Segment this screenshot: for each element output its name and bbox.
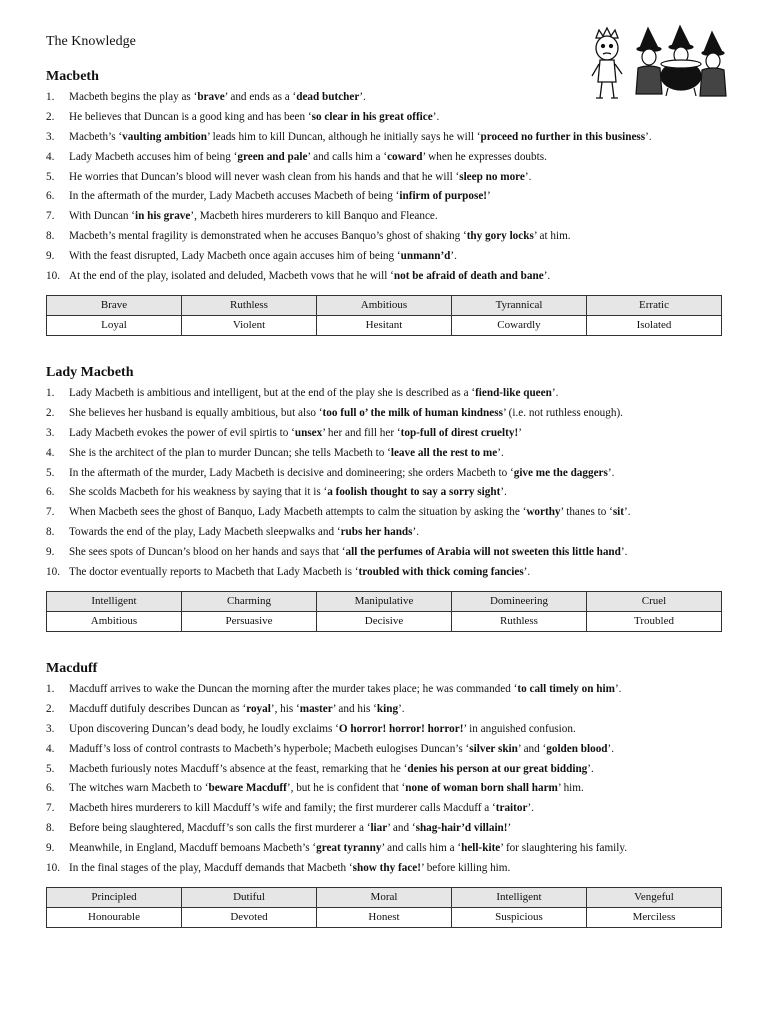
quotation: denies his person at our great bidding — [407, 762, 588, 775]
points-list — [46, 88, 722, 287]
text-run: Lady Macbeth is ambitious and intelligent, but at the end of the play she is described as a ‘ — [69, 387, 476, 399]
text-run: The witches warn Macbeth to ‘ — [69, 782, 209, 795]
text-run: ’. — [645, 130, 652, 143]
text-run: Macbeth’s ‘ — [69, 130, 123, 143]
quotation: so clear in his great office — [311, 110, 433, 123]
quotation: proceed no further in this business — [480, 130, 646, 143]
list-item — [46, 720, 722, 740]
item-number: 6. — [46, 190, 55, 203]
quotation: unsex — [294, 426, 323, 439]
adjective-cell: Violent — [182, 315, 317, 335]
quotation: in his grave — [135, 210, 191, 223]
list-item — [46, 404, 722, 424]
text-run: ’. — [607, 466, 615, 479]
item-number: 10. — [46, 862, 60, 875]
text-run: ‘ — [193, 91, 198, 103]
adjectives-table — [46, 295, 722, 336]
item-text — [69, 128, 652, 148]
table-row — [47, 887, 722, 907]
item-text — [69, 227, 571, 247]
text-run: ’. — [620, 546, 628, 559]
quotation: shag-hair’d villain! — [415, 822, 508, 835]
text-run: He worries that Duncan’s blood will never wash clean from his hands and that he will ‘ — [69, 170, 460, 183]
adjective-cell: Persuasive — [182, 611, 317, 631]
text-run: When Macbeth sees the ghost of Banquo, Lady Macbeth attempts to calm the situation by asking the ‘ — [69, 506, 527, 519]
text-run: In the aftermath of the murder, Lady Macbeth is decisive and domineering; she orders Macbeth to ‘ — [69, 466, 514, 479]
text-run: ’ before killing him. — [421, 862, 511, 875]
text-run: ’. — [359, 91, 366, 103]
list-item — [46, 424, 722, 444]
points-list — [46, 680, 722, 879]
text-run: Maduff’s loss of control contrasts to Macbeth’s hyperbole; Macbeth eulogises Duncan’s ‘ — [69, 742, 470, 755]
adjective-cell: Ambitious — [47, 611, 182, 631]
item-text — [69, 148, 547, 168]
adjective-cell: Brave — [47, 295, 182, 315]
item-text — [69, 168, 531, 188]
item-number: 2. — [46, 406, 55, 419]
text-run: In the final stages of the play, Macduff demands that Macbeth ‘ — [69, 862, 353, 875]
list-item — [46, 680, 722, 700]
list-item — [46, 168, 722, 188]
adjective-cell: Honourable — [47, 907, 182, 927]
list-item — [46, 267, 722, 287]
quotation: O horror! horror! horror! — [338, 722, 464, 735]
text-run: Macbeth furiously notes Macduff’s absence at the feast, remarking that he ‘ — [69, 762, 408, 775]
item-text — [69, 543, 627, 563]
item-text — [69, 563, 530, 583]
item-text — [69, 740, 614, 760]
item-text — [69, 720, 576, 740]
text-run: ’ (i.e. not ruthless enough). — [502, 406, 623, 419]
item-text — [69, 760, 594, 780]
text-run: ’. — [497, 446, 504, 459]
text-run: Before being slaughtered, Macduff’s son calls the first murderer a ‘ — [69, 822, 371, 835]
quotation: not be afraid of death and bane — [393, 270, 544, 283]
quotation: coward — [387, 150, 423, 163]
quotation: royal — [246, 702, 271, 715]
quotation: top-full of direst cruelty! — [400, 426, 519, 439]
text-run: ’. — [527, 802, 534, 815]
item-number: 7. — [46, 802, 55, 815]
text-run: Towards the end of the play, Lady Macbeth sleepwalks and ‘ — [69, 526, 341, 539]
quotation: hell-kite — [461, 842, 501, 855]
adjective-cell: Dutiful — [182, 887, 317, 907]
list-item — [46, 760, 722, 780]
adjective-cell: Troubled — [587, 611, 722, 631]
quotation: green and pale — [237, 150, 308, 163]
text-run: Macduff dutifuly describes Duncan as ‘ — [69, 702, 247, 715]
item-text — [69, 700, 405, 720]
item-number: 7. — [46, 210, 55, 223]
adjective-cell: Cowardly — [452, 315, 587, 335]
text-run: Macduff arrives to wake the Duncan the morning after the murder takes place; he was commanded ‘ — [69, 683, 518, 695]
adjective-cell: Principled — [47, 887, 182, 907]
item-text — [69, 819, 511, 839]
text-run: ’. — [543, 270, 551, 283]
text-run: Upon discovering Duncan’s dead body, he loudly exclaims ‘ — [69, 722, 339, 735]
adjectives-table — [46, 591, 722, 632]
item-text — [69, 187, 491, 207]
list-item — [46, 128, 722, 148]
list-item — [46, 563, 722, 583]
adjective-cell: Intelligent — [452, 887, 587, 907]
list-item — [46, 187, 722, 207]
item-text — [69, 859, 510, 879]
text-run: He believes that Duncan is a good king and has been ‘ — [69, 110, 312, 123]
item-text — [69, 523, 419, 543]
text-run: ’, his ‘ — [270, 702, 300, 715]
item-number: 6. — [46, 782, 55, 795]
adjective-cell: Moral — [317, 887, 452, 907]
adjective-cell: Domineering — [452, 591, 587, 611]
text-run: ’ leads him to kill Duncan, although he initially says he will ‘ — [206, 130, 481, 143]
page-title: The Knowledge — [46, 34, 136, 49]
adjective-cell: Erratic — [587, 295, 722, 315]
adjective-cell: Vengeful — [587, 887, 722, 907]
item-number: 10. — [46, 566, 60, 579]
text-run: ’. — [524, 170, 532, 183]
quotation: to call timely on him — [517, 683, 615, 695]
text-run: ’ him. — [557, 782, 584, 795]
quotation: vaulting ambition — [122, 130, 207, 143]
section-title: Macduff — [46, 661, 98, 676]
text-run: ’. — [398, 702, 405, 715]
list-item — [46, 464, 722, 484]
text-run: ’. — [607, 742, 615, 755]
table-row — [47, 907, 722, 927]
list-item — [46, 859, 722, 879]
quotation: fiend-like queen — [475, 387, 552, 399]
text-run: ’. — [624, 506, 631, 519]
text-run: ’ — [507, 822, 512, 835]
text-run: With the feast disrupted, Lady Macbeth once again accuses him of being ‘ — [69, 250, 401, 263]
item-text — [69, 207, 438, 227]
list-item — [46, 227, 722, 247]
list-item — [46, 88, 722, 108]
text-run: ’ thanes to ‘ — [560, 506, 613, 519]
quotation: dead butcher — [296, 91, 360, 103]
text-run: Macbeth begins the play as — [69, 91, 194, 103]
table-row — [47, 315, 722, 335]
quotation: liar — [370, 822, 388, 835]
quotation: give me the daggers — [513, 466, 608, 479]
text-run: With Duncan ‘ — [69, 210, 136, 223]
quotation: unmann’d — [400, 250, 451, 263]
text-run: Macbeth hires murderers to kill Macduff’s wife and family; the first murderer calls Macduff a ‘ — [69, 802, 496, 815]
list-item — [46, 740, 722, 760]
item-number: 8. — [46, 822, 55, 835]
quotation: leave all the rest to me — [390, 446, 498, 459]
list-item — [46, 523, 722, 543]
item-text — [69, 839, 627, 859]
item-number: 6. — [46, 486, 55, 499]
text-run: ’. — [587, 762, 594, 775]
item-text — [69, 424, 522, 444]
item-number: 8. — [46, 230, 55, 243]
item-text — [69, 464, 614, 484]
item-number: 10. — [46, 270, 60, 283]
list-item — [46, 444, 722, 464]
quotation: none of woman born shall harm — [405, 782, 558, 795]
quotation: show thy face! — [352, 862, 422, 875]
list-item — [46, 839, 722, 859]
section-title: Macbeth — [46, 69, 99, 84]
text-run: Lady Macbeth evokes the power of evil spirtis to ‘ — [69, 426, 295, 439]
text-run: ’ and ends as a ‘ — [224, 91, 297, 103]
adjective-cell: Intelligent — [47, 591, 182, 611]
points-list — [46, 384, 722, 583]
quotation: thy gory locks — [466, 230, 534, 243]
item-number: 9. — [46, 546, 55, 559]
item-number: 7. — [46, 506, 55, 519]
text-run: ’. — [432, 110, 440, 123]
text-run: ’ for slaughtering his family. — [500, 842, 628, 855]
adjective-cell: Cruel — [587, 591, 722, 611]
quotation: sleep no more — [459, 170, 525, 183]
text-run: ’, but he is confident that ‘ — [286, 782, 406, 795]
text-run: The doctor eventually reports to Macbeth that Lady Macbeth is ‘ — [69, 566, 359, 579]
adjectives-table — [46, 887, 722, 928]
text-run: ’ her and fill her ‘ — [322, 426, 401, 439]
item-number: 3. — [46, 426, 55, 439]
quotation: great tyranny — [316, 842, 382, 855]
item-text — [69, 779, 584, 799]
quotation: too full o’ the milk of human kindness — [322, 406, 503, 419]
item-number: 4. — [46, 742, 55, 755]
item-number: 3. — [46, 722, 55, 735]
quotation: king — [376, 702, 399, 715]
adjective-cell: Honest — [317, 907, 452, 927]
item-text — [69, 503, 631, 523]
adjective-cell: Devoted — [182, 907, 317, 927]
list-item — [46, 700, 722, 720]
item-number: 4. — [46, 150, 55, 163]
item-number: 9. — [46, 842, 55, 855]
list-item — [46, 799, 722, 819]
text-run: ’. — [551, 387, 559, 399]
text-run: ’ when he expresses doubts. — [422, 150, 547, 163]
adjective-cell: Tyrannical — [452, 295, 587, 315]
text-run: ’ and ‘ — [517, 742, 547, 755]
adjective-cell: Suspicious — [452, 907, 587, 927]
adjective-cell: Ambitious — [317, 295, 452, 315]
item-text — [69, 108, 439, 128]
text-run: She believes her husband is equally ambitious, but also ‘ — [69, 406, 323, 419]
item-text — [69, 384, 558, 404]
item-number: 4. — [46, 446, 55, 459]
quotation: silver skin — [469, 742, 518, 755]
list-item — [46, 483, 722, 503]
item-number: 5. — [46, 762, 55, 775]
text-run: ’ in anguished confusion. — [463, 722, 576, 735]
table-row — [47, 611, 722, 631]
text-run: Macbeth’s mental fragility is demonstrated when he accuses Banquo’s ghost of shaking ‘ — [69, 230, 467, 243]
item-text — [69, 680, 621, 700]
text-run: ’. — [614, 683, 622, 695]
item-text — [69, 483, 507, 503]
item-text — [69, 88, 366, 108]
quotation: rubs her hands — [340, 526, 413, 539]
section-macduff — [46, 658, 722, 928]
list-item — [46, 247, 722, 267]
text-run: In the aftermath of the murder, Lady Macbeth accuses Macbeth of being ‘ — [69, 190, 400, 203]
text-run: ’ and calls him a ‘ — [381, 842, 462, 855]
item-text — [69, 267, 550, 287]
quotation: traitor — [495, 802, 528, 815]
text-run: ’. — [523, 566, 531, 579]
text-run: ’ — [518, 426, 522, 439]
text-run: At the end of the play, isolated and deluded, Macbeth vows that he will ‘ — [69, 270, 394, 283]
adjective-cell: Merciless — [587, 907, 722, 927]
text-run: She sees spots of Duncan’s blood on her hands and says that ‘ — [69, 546, 346, 559]
quotation: brave — [197, 91, 225, 103]
text-run: ’ and ‘ — [387, 822, 416, 835]
quotation: troubled with thick coming fancies — [358, 566, 524, 579]
quotation: beware Macduff — [208, 782, 287, 795]
item-number: 3. — [46, 130, 55, 143]
adjective-cell: Isolated — [587, 315, 722, 335]
text-run: ’ at him. — [533, 230, 571, 243]
section-lady-macbeth — [46, 362, 722, 632]
adjective-cell: Charming — [182, 591, 317, 611]
quotation: worthy — [526, 506, 561, 519]
text-run: ’ — [487, 190, 491, 203]
item-number: 2. — [46, 702, 55, 715]
item-text — [69, 404, 623, 424]
quotation: all the perfumes of Arabia will not sweeten this little hand — [345, 546, 621, 559]
table-row — [47, 591, 722, 611]
item-text — [69, 247, 457, 267]
item-number: 5. — [46, 170, 55, 183]
adjective-cell: Manipulative — [317, 591, 452, 611]
adjective-cell: Ruthless — [182, 295, 317, 315]
text-run: ’, Macbeth hires murderers to kill Banquo and Fleance. — [190, 210, 438, 223]
item-number: 1. — [46, 91, 55, 103]
list-item — [46, 543, 722, 563]
section-macbeth — [46, 66, 722, 336]
text-run: ’ and calls him a ‘ — [307, 150, 388, 163]
list-item — [46, 148, 722, 168]
adjective-cell: Ruthless — [452, 611, 587, 631]
item-number: 1. — [46, 387, 55, 399]
quotation: infirm of purpose! — [399, 190, 488, 203]
text-run: She is the architect of the plan to murder Duncan; she tells Macbeth to ‘ — [69, 446, 391, 459]
text-run: ’. — [500, 486, 507, 499]
list-item — [46, 207, 722, 227]
item-number: 8. — [46, 526, 55, 539]
text-run: ’. — [412, 526, 420, 539]
adjective-cell: Hesitant — [317, 315, 452, 335]
quotation: a foolish thought to say a sorry sight — [327, 486, 501, 499]
text-run: ’ and his ‘ — [332, 702, 377, 715]
quotation: sit — [612, 506, 625, 519]
list-item — [46, 384, 722, 404]
adjective-cell: Loyal — [47, 315, 182, 335]
text-run: Lady Macbeth accuses him of being ‘ — [69, 150, 238, 163]
list-item — [46, 819, 722, 839]
table-row — [47, 295, 722, 315]
item-text — [69, 799, 534, 819]
text-run: She scolds Macbeth for his weakness by saying that it is ‘ — [69, 486, 328, 499]
quotation: golden blood — [546, 742, 608, 755]
adjective-cell: Decisive — [317, 611, 452, 631]
text-run: Meanwhile, in England, Macduff bemoans Macbeth’s ‘ — [69, 842, 317, 855]
text-run: ’. — [450, 250, 457, 263]
list-item — [46, 779, 722, 799]
quotation: master — [299, 702, 333, 715]
item-number: 1. — [46, 683, 55, 695]
list-item — [46, 108, 722, 128]
item-number: 9. — [46, 250, 55, 263]
item-text — [69, 444, 504, 464]
list-item — [46, 503, 722, 523]
item-number: 5. — [46, 466, 55, 479]
section-title: Lady Macbeth — [46, 365, 134, 380]
item-number: 2. — [46, 110, 55, 123]
